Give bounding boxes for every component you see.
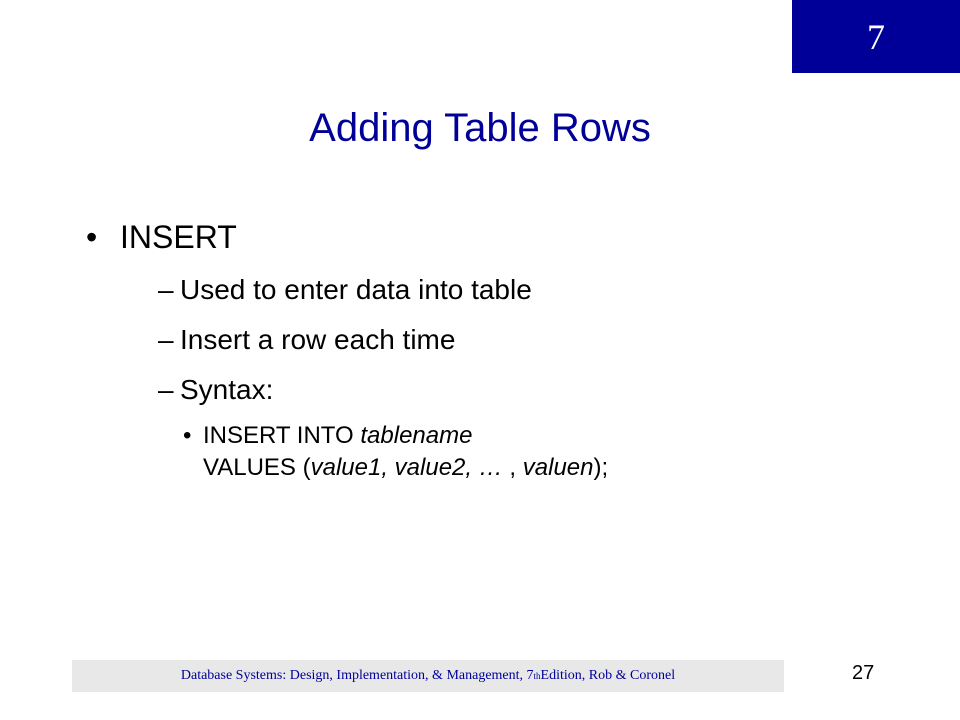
syntax-lines (203, 420, 608, 484)
slide-title: Adding Table Rows (309, 106, 651, 150)
syntax-variable: value1 (310, 454, 382, 481)
sub-bullet-syntax (158, 372, 273, 408)
syntax-separator: , (502, 454, 523, 481)
sub-bullet-row-text: Insert a row each time (180, 324, 456, 355)
sub-bullet-syntax-text: Syntax: (180, 374, 274, 405)
footer-citation-bar (72, 660, 784, 692)
dash-mark: – (158, 374, 174, 405)
sub-bullet-purpose-text: Used to enter data into table (180, 274, 532, 305)
syntax-terminator: ); (593, 454, 609, 481)
footer-text-before: Database Systems: Design, Implementation, & Management, 7 (180, 668, 534, 683)
page-number: 27 (852, 662, 875, 684)
chapter-number-box (792, 0, 960, 73)
syntax-keyword: INSERT INTO (203, 422, 361, 449)
bullet-insert-label: INSERT (120, 219, 237, 255)
syntax-line-values (203, 452, 608, 484)
syntax-line-insert (203, 420, 608, 452)
sub-bullet-purpose (158, 272, 532, 308)
syntax-keyword: VALUES ( (203, 454, 311, 481)
sub-bullet-row (158, 322, 455, 358)
syntax-variable: valuen (522, 454, 594, 481)
bullet-mark: • (86, 219, 98, 255)
syntax-ellipsis: … (478, 454, 503, 481)
dash-mark: – (158, 324, 174, 355)
chapter-number: 7 (867, 16, 885, 57)
syntax-variable: tablename (360, 422, 473, 449)
footer-text-after: Edition, Rob & Coronel (540, 668, 676, 683)
footer-superscript: th (533, 671, 541, 681)
bullet-insert (86, 217, 237, 257)
dash-mark: – (158, 274, 174, 305)
syntax-separator: , (381, 454, 395, 481)
syntax-separator: , (465, 454, 479, 481)
syntax-variable: value2 (394, 454, 466, 481)
bullet-mark: • (183, 422, 192, 449)
syntax-statement (183, 420, 608, 484)
